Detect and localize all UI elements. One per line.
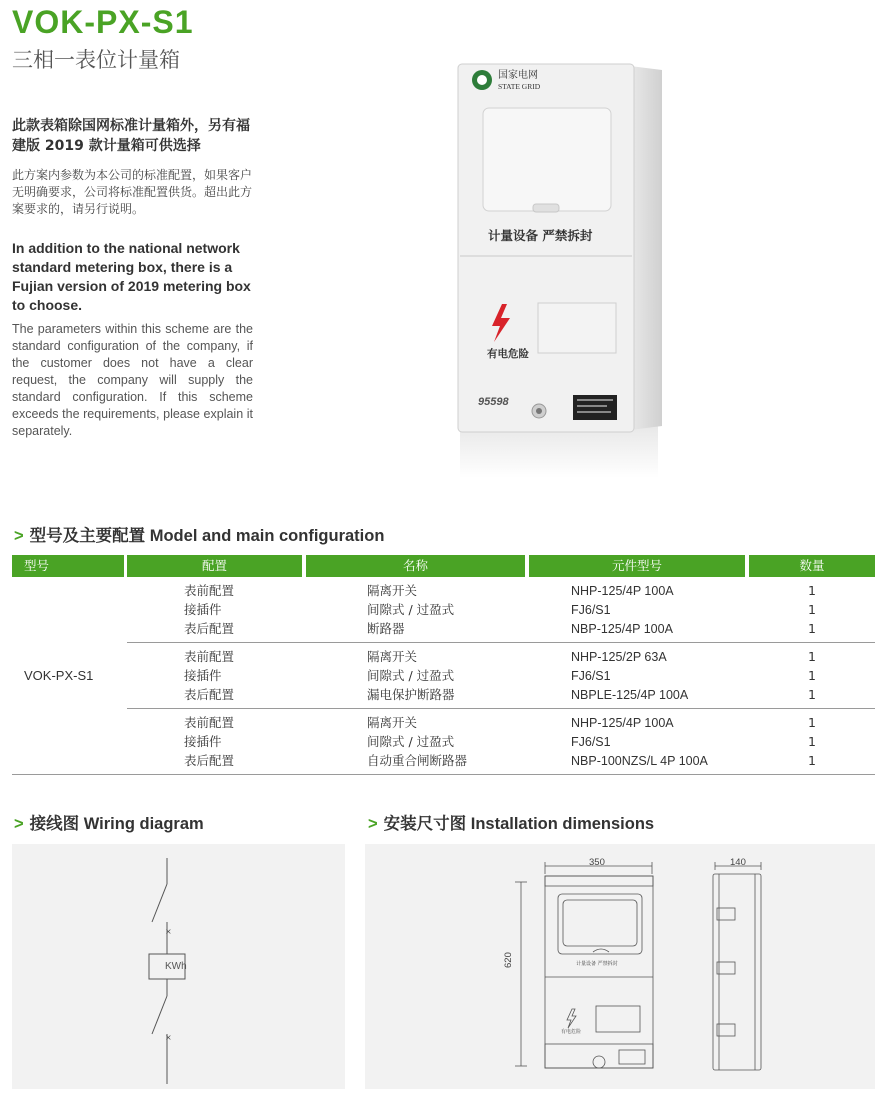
chevron-right-icon: >: [14, 527, 24, 545]
nameplate: [573, 395, 617, 420]
table-cell-config: 表后配置: [184, 687, 235, 702]
table-cell-qty: 1: [808, 687, 816, 702]
product-warning-text: 有电危险: [487, 348, 529, 360]
table-cell-config: 表后配置: [184, 621, 235, 636]
table-cell-part: NHP-125/2P 63A: [571, 650, 667, 664]
table-cell-part: FJ6/S1: [571, 603, 611, 617]
table-cell-name: 断路器: [367, 621, 405, 636]
section-config-heading: > 型号及主要配置 Model and main configuration: [14, 526, 385, 545]
dim-warning-text: 有电危险: [561, 1029, 582, 1035]
table-cell-qty: 1: [808, 753, 816, 768]
table-cell-part: NBPLE-125/4P 100A: [571, 688, 689, 702]
dim-panel-label: 计量设备 严禁拆封: [576, 961, 618, 967]
table-bottom-border: [12, 774, 875, 775]
table-cell-name: 间隙式 / 过盈式: [367, 602, 455, 617]
table-cell-qty: 1: [808, 621, 816, 636]
en-description: The parameters within this scheme are the standard configuration of the company, if the customer does not have a clear request, the company will supply the standard configuration. If this scheme exceeds the requirements, please explain it separately.: [12, 322, 253, 438]
svg-text:×: ×: [165, 1033, 172, 1042]
model-subtitle: 三相一表位计量箱: [12, 48, 180, 72]
section-install-heading: > 安装尺寸图 Installation dimensions: [368, 814, 655, 833]
table-cell-name: 间隙式 / 过盈式: [367, 668, 455, 683]
table-cell-qty: 1: [808, 649, 816, 664]
table-header-part: 元件型号: [529, 555, 745, 577]
table-cell-config: 表前配置: [184, 649, 235, 664]
product-image: [440, 58, 680, 488]
table-cell-config: 表前配置: [184, 583, 235, 598]
table-cell-qty: 1: [808, 668, 816, 683]
table-cell-part: FJ6/S1: [571, 669, 611, 683]
table-cell-qty: 1: [808, 602, 816, 617]
table-cell-part: FJ6/S1: [571, 735, 611, 749]
model-title: VOK-PX-S1: [12, 4, 194, 40]
table-cell-name: 自动重合闸断路器: [367, 753, 468, 768]
product-panel-label: 计量设备 严禁拆封: [488, 228, 593, 243]
table-header-name: 名称: [306, 555, 525, 577]
table-cell-config: 表前配置: [184, 715, 235, 730]
table-model-cell: VOK-PX-S1: [24, 668, 94, 683]
cn-heading: 此款表箱除国网标准计量箱外，另有福建版 2019 款计量箱可供选择: [12, 118, 250, 154]
table-cell-part: NBP-100NZS/L 4P 100A: [571, 754, 708, 768]
table-cell-config: 表后配置: [184, 753, 235, 768]
section-wiring-heading: > 接线图 Wiring diagram: [14, 814, 204, 833]
table-cell-name: 隔离开关: [367, 649, 418, 664]
table-cell-qty: 1: [808, 583, 816, 598]
lightning-icon: [567, 1009, 576, 1028]
table-cell-name: 间隙式 / 过盈式: [367, 734, 455, 749]
table-divider: [127, 642, 875, 643]
logo-cn-text: 国家电网: [498, 70, 538, 81]
table-header-qty: 数量: [749, 555, 875, 577]
table-cell-name: 隔离开关: [367, 715, 418, 730]
table-cell-config: 接插件: [184, 734, 222, 749]
table-cell-part: NHP-125/4P 100A: [571, 584, 674, 598]
cn-description: 此方案内参数为本公司的标准配置，如果客户无明确要求，公司将标准配置供货。超出此方案要求的，请另行说明。: [12, 168, 253, 216]
table-cell-part: NBP-125/4P 100A: [571, 622, 673, 636]
table-header-config: 配置: [127, 555, 302, 577]
meter-label: KWh: [165, 961, 187, 972]
table-cell-config: 接插件: [184, 602, 222, 617]
table-cell-name: 漏电保护断路器: [367, 687, 455, 702]
table-cell-name: 隔离开关: [367, 583, 418, 598]
dim-depth: 140: [730, 857, 746, 868]
dim-height: 620: [503, 952, 514, 968]
hotline-text: 95598: [478, 396, 509, 408]
dim-width: 350: [589, 857, 605, 868]
chevron-right-icon: >: [368, 815, 378, 833]
table-cell-qty: 1: [808, 715, 816, 730]
table-header-model: 型号: [12, 555, 124, 577]
install-diagram: [365, 844, 875, 1089]
table-cell-config: 接插件: [184, 668, 222, 683]
svg-text:×: ×: [165, 927, 172, 936]
table-cell-part: NHP-125/4P 100A: [571, 716, 674, 730]
table-cell-qty: 1: [808, 734, 816, 749]
table-divider: [127, 708, 875, 709]
en-heading: In addition to the national network standard metering box, there is a Fujian version of 2019 metering box to choose.: [12, 240, 251, 313]
chevron-right-icon: >: [14, 815, 24, 833]
logo-en-text: STATE GRID: [498, 82, 541, 91]
